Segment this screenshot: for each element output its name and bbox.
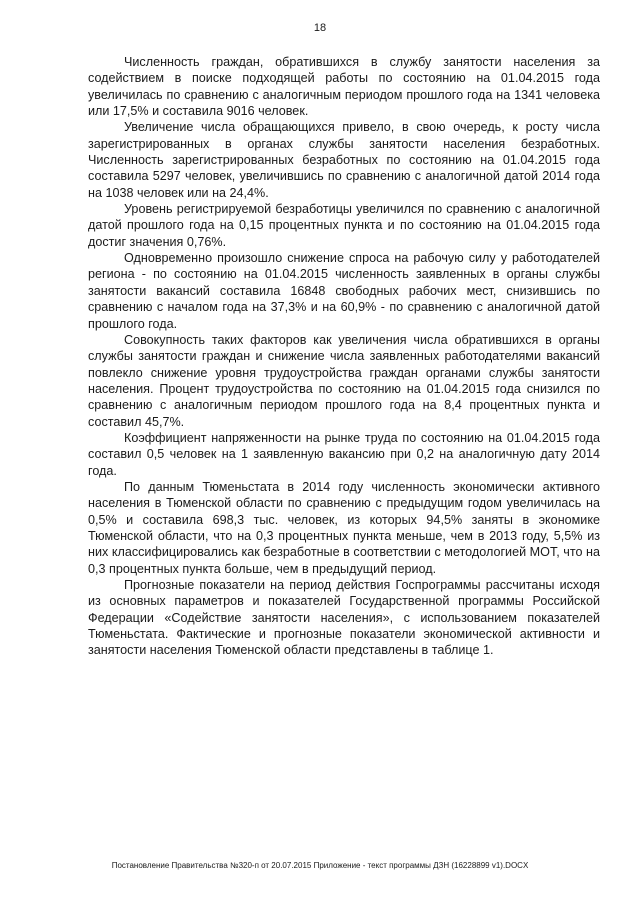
paragraph: Уровень регистрируемой безработицы увеличился по сравнению с аналогичной датой прошлого года на 0,15 процентных пункта и по состоянию на 01.04.2015 года достиг значения 0,76%. <box>88 202 600 249</box>
paragraph: Одновременно произошло снижение спроса на рабочую силу у работодателей региона - по состоянию на 01.04.2015 численность заявленных в органы службы занятости вакансий составила 16848 свободных рабочих мест, снизившись по сравнению с началом года на 37,3% и на 60,9% - по сравнению с аналогичной датой прошлого года. <box>88 251 600 331</box>
paragraph: По данным Тюменьстата в 2014 году численность экономически активного населения в Тюменской области по сравнению с предыдущим годом увеличилась на 0,5% и составила 698,3 тыс. человек, из которых 94,5% заняты в экономике Тюменской области, что на 0,3 процентных пункта меньше, чем в 2013 году, 5,5% из них классифицировались как безработные в соответствии с методологией МОТ, что на 0,3 процентных пункта больше, чем в предыдущий период. <box>88 479 600 576</box>
paragraph: Численность граждан, обратившихся в службу занятости населения за содействием в поиске подходящей работы по состоянию на 01.04.2015 года увеличилась по сравнению с аналогичным периодом прошлого года на 1341 человека или 17,5% и составила 9016 человек. <box>88 55 600 119</box>
page-number: 18 <box>313 22 327 34</box>
document-footer: Постановление Правительства №320-п от 20.07.2015 Приложение - текст программы ДЗН (16228899 v1).DOCX <box>111 861 529 870</box>
paragraph: Увеличение числа обращающихся привело, в свою очередь, к росту числа зарегистрированных в органах службы занятости населения безработных. Численность зарегистрированных безработных по состоянию на 01.04.2015 года составила 5297 человек, увеличившись по сравнению с аналогичной датой 2014 года на 1038 человек или на 24,4%. <box>88 120 600 200</box>
document-body <box>88 54 600 659</box>
paragraph: Прогнозные показатели на период действия Госпрограммы рассчитаны исходя из основных параметров и показателей Государственной программы Российской Федерации «Содействие занятости населения», с использованием показателей Тюменьстата. Фактические и прогнозные показатели экономической активности и занятости населения Тюменской области представлены в таблице 1. <box>88 578 600 658</box>
paragraph: Коэффициент напряженности на рынке труда по состоянию на 01.04.2015 года составил 0,5 человек на 1 заявленную вакансию при 0,2 на аналогичную дату 2014 года. <box>88 430 600 478</box>
paragraph: Совокупность таких факторов как увеличения числа обратившихся в органы службы занятости граждан и снижение числа заявленных работодателями вакансий повлекло снижение уровня трудоустройства граждан органами службы занятости населения. Процент трудоустройства по состоянию на 01.04.2015 года снизился по сравнению с аналогичным периодом прошлого года на 8,4 процентных пункта и составил 45,7%. <box>88 332 600 429</box>
